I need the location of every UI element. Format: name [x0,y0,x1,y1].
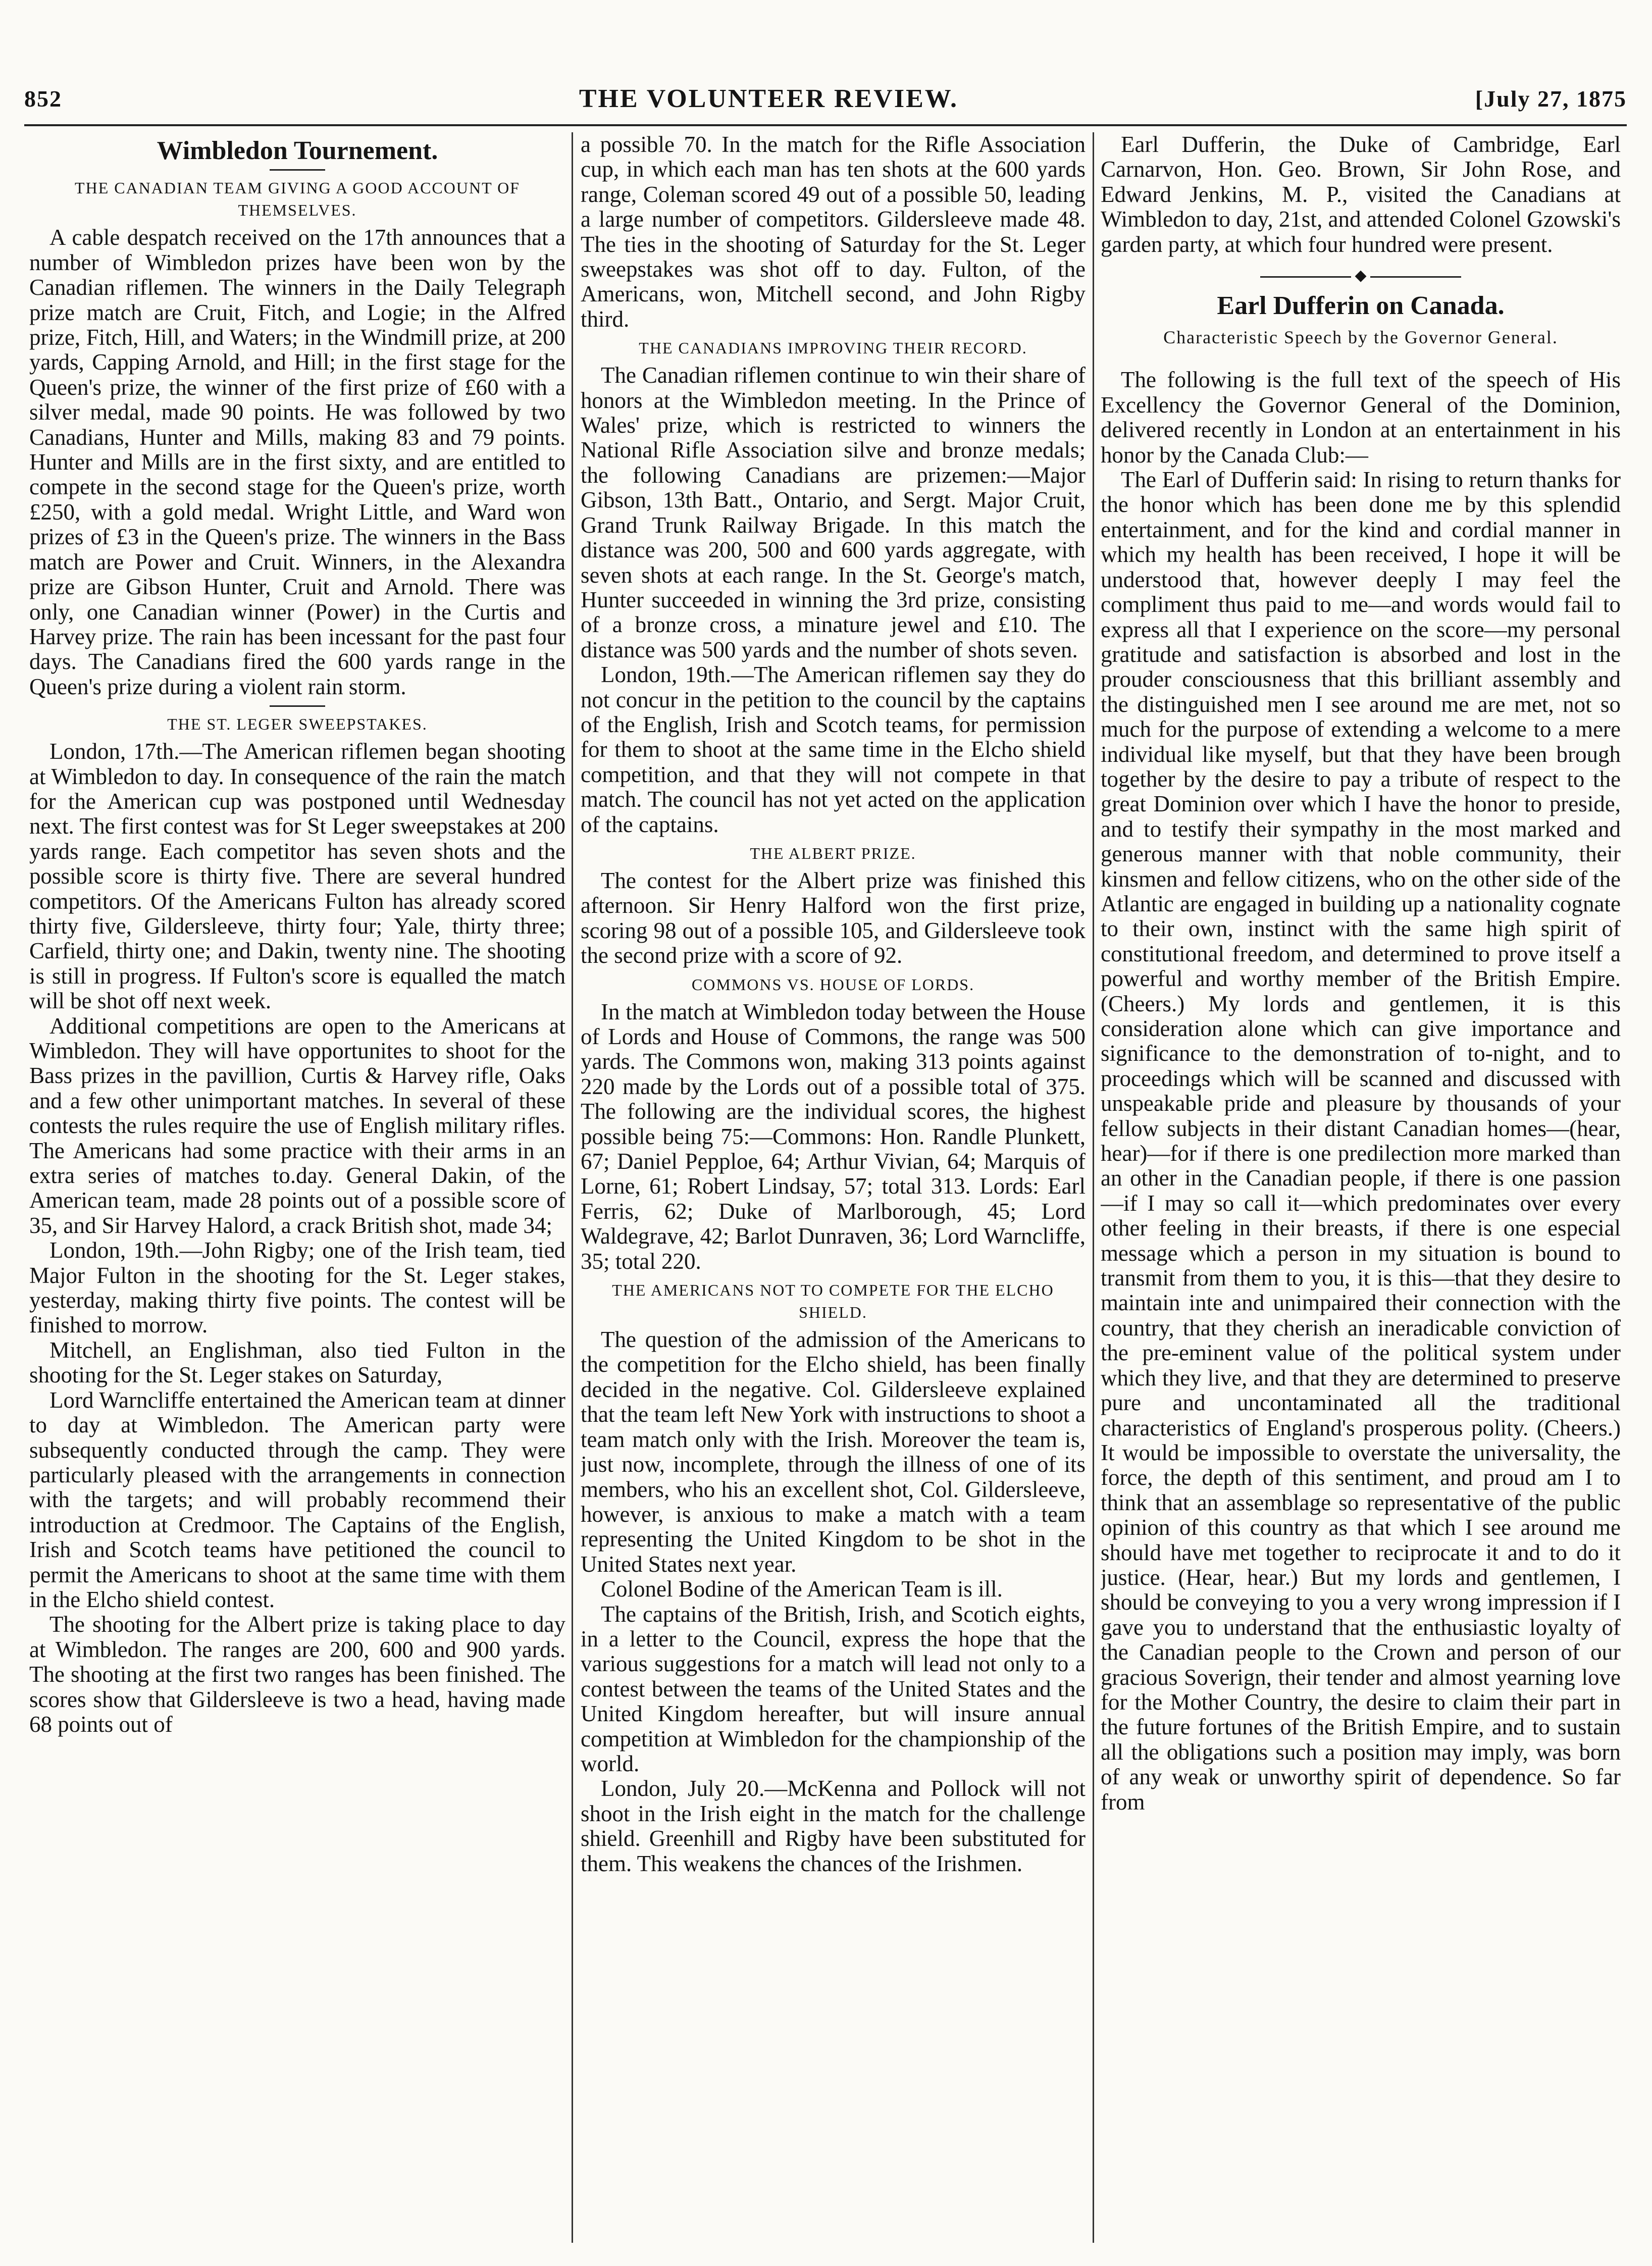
publication-title: THE VOLUNTEER REVIEW. [579,84,958,113]
paragraph: A cable despatch received on the 17th announces that a number of Wimbledon prizes have been won by the Canadian riflemen. The winners in the Daily Telegraph prize match are Cruit, Fitch, and Logie; in the Alfred prize, Fitch, Hill, and Waters; in the Windmill prize, at 200 yards, Capping Arnold, and Hill; in the first stage for the Queen's prize, the winner of the first prize of £60 with a silver medal, made 90 points. He was followed by two Canadians, Hunter and Mills, making 83 and 79 points. Hunter and Mills are in the first sixty, and are entitled to compete in the second stage for the Queen's prize, worth £250, with a gold medal. Wright Little, and Ward won prizes of £3 in the Queen's prize. The winners in the Bass match are Power and Cruit. Winners, in the Alexandra prize are Gibson Hunter, Cruit and Arnold. There was only, one Canadian winner (Power) in the Curtis and Harvey prize. The rain has been incessant for the past four days. The Canadians fired the 600 yards range in the Queen's prize during a violent rain storm. [29,225,565,699]
paragraph: London, 17th.—The American riflemen began shooting at Wimbledon to day. In consequence of the rain the match for the American cup was postponed until Wednesday next. The first contest was for St Leger sweepstakes at 200 yards range. Each competitor has seven shots and the possible score is thirty five. There are several hundred competitors. Of the Americans Fulton has already scored thirty five, Gildersleeve, thirty four; Yale, thirty three; Carfield, thirty one; and Dakin, twenty nine. The shooting is still in progress. If Fulton's score is equalled the match will be shot off next week. [29,739,565,1014]
issue-date: [July 27, 1875 [1475,85,1627,112]
section-subhead: Characteristic Speech by the Governor General. [1163,327,1558,348]
column-3 [1101,132,1621,2243]
paragraph: Mitchell, an Englishman, also tied Fulton in the shooting for the St. Leger stakes on Saturday, [29,1337,565,1388]
paragraph: The shooting for the Albert prize is taking place to day at Wimbledon. The ranges are 200, 600 and 900 yards. The shooting at the first two ranges has been finished. The scores show that Gildersleeve is two a head, having made 68 points out of [29,1612,565,1737]
page-header [24,73,1627,124]
paragraph: London, 19th.—The American riflemen say they do not concur in the petition to the council by the captains of the English, Irish and Scotch teams, for permission for them to shoot at the same time in the Elcho shield competition, and that they will not compete in that match. The council has not yet acted on the application of the captains. [581,662,1086,837]
section-subhead: THE ST. LEGER SWEEPSTAKES. [167,715,428,734]
paragraph: Earl Dufferin, the Duke of Cambridge, Earl Carnarvon, Hon. Geo. Brown, Sir John Rose, and Edward Jenkins, M. P., visited the Canadians at Wimbledon to day, 21st, and attended Colonel Gzowski's garden party, at which four hundred were present. [1101,132,1621,257]
newspaper-page [14,0,1637,2266]
paragraph: The Earl of Dufferin said: In rising to return thanks for the honor which has been done me by this splendid entertainment, and for the kind and cordial manner in which my health has been received, I hope it will be understood that, however deeply I may feel the compliment thus paid to me—and words would fail to express all that I experience on the score—my personal gratitude and satisfaction is absorbed and lost in the prouder consciousness that this brilliant assembly and the distinguished men I see around me are met, not so much for the purpose of extending a welcome to a mere individual like myself, but that they have been brough together by the desire to pay a tribute of respect to the great Dominion over which I have the honor to preside, and to testify their sympathy in the most marked and generous manner with that noble community, their kinsmen and fellow citizens, who on the other side of the Atlantic are engaged in building up a nationality cognate to their own, instinct with the same high spirit of constitutional freedom, and determined to prove itself a powerful and worthy member of the British Empire. (Cheers.) My lords and gentlemen, it is this consideration alone which can give importance and significance to the demonstration of to-night, and to proceedings which will be scanned and discussed with unspeakable pride and pleasure by thousands of your fellow subjects in their distant Canadian homes—(hear, hear)—for if there is one predilection more marked than an other in the Canadian people, if there is one passion—if I may so call it—which predominates over every other feeling in their breasts, if there is one especial message which a person in my situation is bound to transmit from them to you, it is this—that they desire to maintain inte and unimpaired their connection with the country, that they cherish an ineradicable conviction of the pre-eminent value of the political system under which they live, and that they are determined to preserve pure and uncontaminated all the traditional characteristics of England's prosperous polity. (Cheers.) It would be impossible to overstate the universality, the force, the depth of this sentiment, and proud am I to think that an assemblage so representative of the public opinion of this country as that which I see around me should have met together to reciprocate it and to do it justice. (Hear, hear.) But my lords and gentlemen, I should be conveying to you a very wrong impression if I gave you to understand that the enthusiastic loyalty of the Canadian people to the Crown and person of our gracious Soverign, their tender and almost yearning love for the Mother Country, the desire to claim their part in the future fortunes of the British Empire, and to sustain all the obligations such a position may imply, was born of any weak or unworthy spirit of dependence. So far from [1101,467,1621,1815]
paragraph: The captains of the British, Irish, and Scotich eights, in a letter to the Council, express the hope that the various suggestions for a match will lead not only to a contest between the teams of the United States and the United Kingdom hereafter, but will insure annual competition at Wimbledon for the championship of the world. [581,1601,1086,1776]
section-subhead: THE CANADIAN TEAM GIVING A GOOD ACCOUNT OF THEMSELVES. [75,179,520,220]
column-divider [572,132,573,2243]
article-heading: Earl Dufferin on Canada. [1217,291,1505,321]
paragraph: The Canadian riflemen continue to win their share of honors at the Wimbledon meeting. In the Prince of Wales' prize, which is restricted to winners the National Rifle Association silve and bronze medals; the following Canadians are prizemen:—Major Gibson, 13th Batt., Ontario, and Sergt. Major Cruit, Grand Trunk Railway Brigade. In this match the distance was 200, 500 and 600 yards aggregate, with seven shots at each range. In the St. George's match, Hunter succeeded in winning the 3rd prize, consisting of a bronze cross, a minature jewel and £10. The distance was 500 yards and the number of shots seven. [581,363,1086,662]
paragraph: a possible 70. In the match for the Rifle Association cup, in which each man has ten shots at the 600 yards range, Coleman scored 49 out of a possible 50, leading a large number of competitors. Gildersleeve made 48. The ties in the shooting of Saturday for the St. Leger sweepstakes was shot off to day. Fulton, of the Americans, won, Mitchell second, and John Rigby third. [581,132,1086,332]
paragraph: Additional competitions are open to the Americans at Wimbledon. They will have opportunites to shoot for the Bass prizes in the pavillion, Curtis & Harvey rifle, Oaks and a few other unimportant matches. In several of these contests the rules require the use of English military rifles. The Americans had some practice with their arms in an extra series of matches to.day. General Dakin, of the American team, made 28 points out of a possible score of 35, and Sir Harvey Halord, a crack British shot, made 34; [29,1013,565,1238]
column-2 [581,132,1086,2243]
short-rule [270,169,325,171]
page-number: 852 [24,85,62,112]
paragraph: The contest for the Albert prize was finished this afternoon. Sir Henry Halford won the first prize, scoring 98 out of a possible 105, and Gildersleeve took the second prize with a score of 92. [581,867,1086,968]
paragraph: The following is the full text of the speech of His Excellency the Governor General of the Dominion, delivered recently in London at an entertainment in his honor by the Canada Club:— [1101,367,1621,468]
column-divider [1093,132,1094,2243]
section-subhead: COMMONS VS. HOUSE OF LORDS. [691,975,975,994]
section-subhead: THE AMERICANS NOT TO COMPETE FOR THE ELCHO SHIELD. [612,1281,1054,1322]
short-rule [270,705,325,707]
section-divider: ◆ [1101,268,1621,283]
paragraph: The question of the admission of the Americans to the competition for the Elcho shield, has been finally decided in the negative. Col. Gildersleeve explained that the team left New York with instructions to shoot a team match only with the Irish. Moreover the team is, just now, incomplete, through the illness of one of its members, who his an excellent shot, Col. Gildersleeve, however, is anxious to make a match with a team representing the United Kingdom to be shot in the United States next year. [581,1327,1086,1577]
section-subhead: THE ALBERT PRIZE. [750,844,916,862]
paragraph: In the match at Wimbledon today between the House of Lords and House of Commons, the range was 500 yards. The Commons won, making 313 points against 220 made by the Lords out of a possible total of 375. The following are the individual scores, the highest possible being 75:—Commons: Hon. Randle Plunkett, 67; Daniel Pepploe, 64; Arthur Vivian, 64; Marquis of Lorne, 61; Robert Lindsay, 57; total 313. Lords: Earl Ferris, 62; Duke of Marlborough, 45; Lord Waldegrave, 42; Barlot Dunraven, 36; Lord Warncliffe, 35; total 220. [581,999,1086,1274]
paragraph: Lord Warncliffe entertained the American team at dinner to day at Wimbledon. The American party were subsequently conducted through the camp. They were particularly pleased with the arrangements in connection with the targets; and will probably recommend their introduction at Credmoor. The Captains of the English, Irish and Scotch teams have petitioned the council to permit the Americans to shoot at the same time with them in the Elcho shield contest. [29,1387,565,1612]
paragraph: Colonel Bodine of the American Team is ill. [601,1576,1003,1602]
header-rule [24,124,1627,126]
section-subhead: THE CANADIANS IMPROVING THEIR RECORD. [639,339,1027,357]
article-heading: Wimbledon Tournement. [157,136,438,165]
paragraph: London, July 20.—McKenna and Pollock will not shoot in the Irish eight in the match for the challenge shield. Greenhill and Rigby have been substituted for them. This weakens the chances of the Irishmen. [581,1776,1086,1876]
column-1 [29,132,565,2243]
paragraph: London, 19th.—John Rigby; one of the Irish team, tied Major Fulton in the shooting for the St. Leger stakes, yesterday, making thirty five points. The contest will be finished to morrow. [29,1238,565,1338]
